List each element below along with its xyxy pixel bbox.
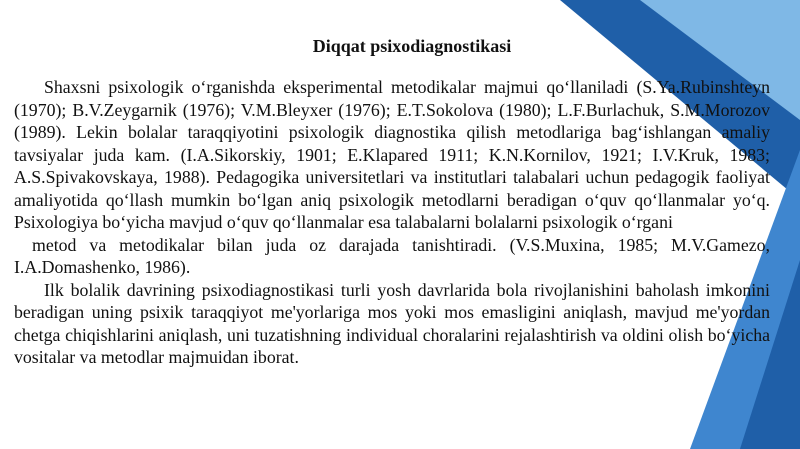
- slide-content: [14, 34, 770, 369]
- paragraph-2-text: Ilk bolalik davrining psixodiagnostikasi turli yosh davrlarida bola rivojlanishini baholash imkonini beradigan uning psixik taraqqiyot me'yorlariga mos yoki mos emasligini aniqlash, mavjud me'yordan chetga chiqishlarini aniqlash, uni tuzatishning individual choralarini rejalashtirish va oldini olish bo‘yicha vositalar va metodlar majmuidan iborat.: [14, 279, 770, 367]
- slide-title: Diqqat psixodiagnostikasi: [312, 36, 512, 56]
- paragraph-1: [14, 76, 770, 234]
- paragraph-1-continuation: [14, 234, 770, 279]
- paragraph-2: [14, 279, 770, 369]
- paragraph-1-text: Shaxsni psixologik o‘rganishda eksperimental metodikalar majmui qo‘llaniladi (S.Ya.Rubinshteyn (1970); B.V.Zeygarnik (1976); V.M.Bleyxer (1976); E.T.Sokolova (1980); L.F.Burlachuk, S.M.Morozov (1989). Lekin bolalar taraqqiyotini psixologik diagnostika qilish metodlariga bag‘ishlangan amaliy tavsiyalar juda kam. (I.A.Sikorskiy, 1901; E.Klapared 1911; K.N.Kornilov, 1921; I.V.Kruk, 1983; A.S.Spivakovskaya, 1988). Pedagogika universitetlari va institutlari talabalari uchun pedagogik faoliyat amaliyotida qo‘llash mumkin bo‘lgan aniq psixologik metodlarni beradigan o‘quv qo‘llanmalar yo‘q. Psixologiya bo‘yicha mavjud o‘quv qo‘llanmalar esa talabalarni bolalarni psixologik o‘rgani: [14, 77, 770, 232]
- paragraph-1-continuation-text: metod va metodikalar bilan juda oz darajada tanishtiradi. (V.S.Muxina, 1985; M.V.Gamezo, I.A.Domashenko, 1986).: [14, 234, 770, 277]
